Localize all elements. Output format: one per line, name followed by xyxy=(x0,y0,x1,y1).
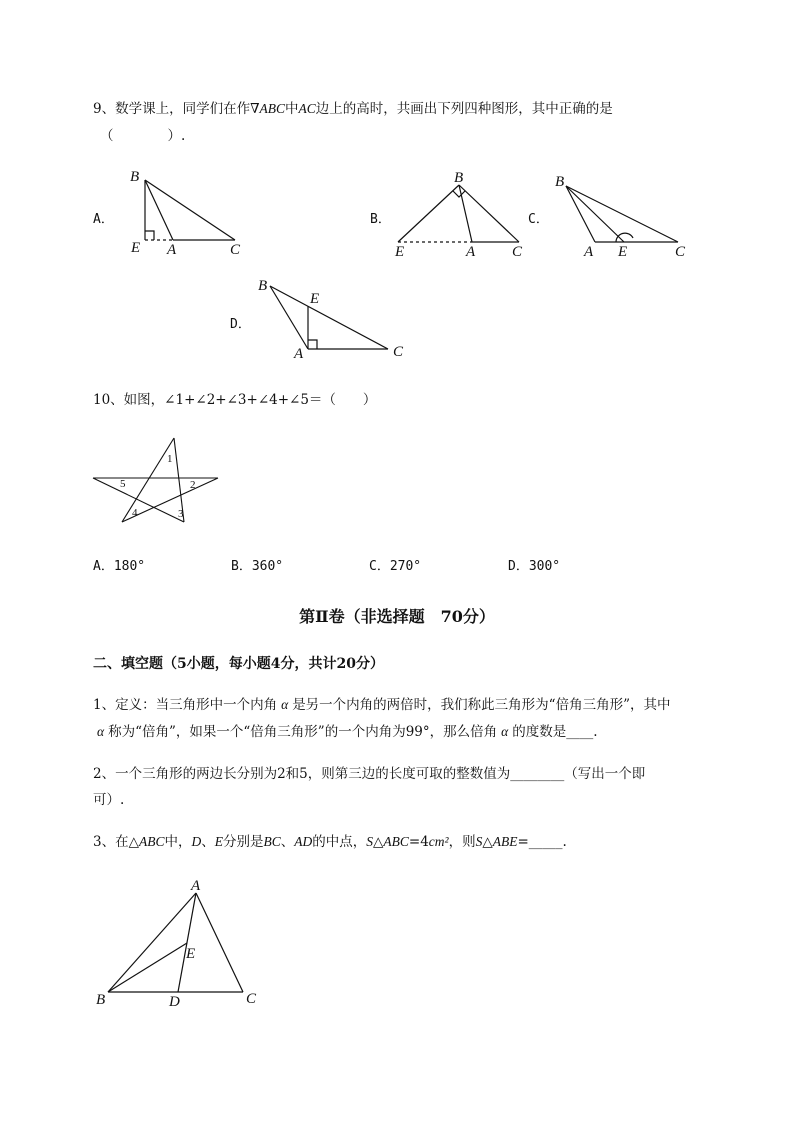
fig-a-label-c: C xyxy=(230,242,241,258)
q9-option-b-label[interactable]: B． xyxy=(370,212,391,227)
fill1-line1: 1、定义：当三角形中一个内角 α 是另一个内角的两倍时，我们称此三角形为“倍角三角形”，其中 xyxy=(93,697,671,713)
q9-blank: （ ）. xyxy=(100,128,186,144)
fig3-label-b: B xyxy=(96,992,106,1008)
fig-b-label-b: B xyxy=(454,170,464,186)
q10-answer-a[interactable]: A．180° xyxy=(93,559,146,574)
fig-d-label-e: E xyxy=(310,291,320,307)
fig-a-label-e: E xyxy=(131,240,141,256)
q10-answer-d[interactable]: D．300° xyxy=(508,559,561,574)
star-angle-2: 2 xyxy=(190,479,196,491)
fig-b-label-e: E xyxy=(395,244,405,260)
fill2-line2: 可）. xyxy=(93,792,125,808)
fig-d-label-a: A xyxy=(294,346,304,362)
fill3-figure xyxy=(108,893,243,992)
fig-b-label-a: A xyxy=(466,244,476,260)
fig3-label-c: C xyxy=(246,991,257,1007)
fig3-label-e: E xyxy=(186,946,196,962)
fig-c-label-b: B xyxy=(555,174,565,190)
q10-question: 10、如图，∠1+∠2+∠3+∠4+∠5＝（ ） xyxy=(93,392,377,408)
star-angle-1: 1 xyxy=(167,453,173,465)
section-2-subtitle: 二、填空题（5小题，每小题4分，共计20分） xyxy=(93,656,384,672)
fill1-line2: α 称为“倍角”，如果一个“倍角三角形”的一个内角为99°，那么倍角 α 的度数是____. xyxy=(97,724,598,740)
q9-option-a-label[interactable]: A． xyxy=(93,212,114,227)
fig-a-label-a: A xyxy=(167,242,177,258)
star-angle-3: 3 xyxy=(178,508,184,520)
fig-a-label-b: B xyxy=(130,169,140,185)
fig-d-label-c: C xyxy=(393,344,404,360)
section-2-title: 第Ⅱ卷（非选择题 70分） xyxy=(299,607,495,626)
fig-d-label-b: B xyxy=(258,278,268,294)
fill2-line1: 2、一个三角形的两边长分别为2和5，则第三边的长度可取的整数值为________（写出一个即 xyxy=(93,766,646,782)
q9-option-d-label[interactable]: D． xyxy=(230,317,251,332)
star-angle-5: 5 xyxy=(120,478,126,490)
star-angle-4: 4 xyxy=(132,507,138,519)
fig-c-label-c: C xyxy=(675,244,686,260)
fig3-label-a: A xyxy=(191,878,201,894)
star-figure xyxy=(93,438,218,522)
q9-option-c-label[interactable]: C． xyxy=(528,212,549,227)
fig-c-label-e: E xyxy=(618,244,628,260)
fill3-line: 3、在△ABC中，D、E分别是BC、AD的中点，S△ABC=4cm²，则S△ABE=_____. xyxy=(93,834,567,850)
q10-answer-c[interactable]: C．270° xyxy=(369,559,422,574)
fig-c-label-a: A xyxy=(584,244,594,260)
fig-b-label-c: C xyxy=(512,244,523,260)
q10-answer-b[interactable]: B．360° xyxy=(231,559,284,574)
q9-line1: 9、数学课上，同学们在作∇ABC中AC边上的高时，共画出下列四种图形，其中正确的是 xyxy=(93,101,613,117)
fig3-label-d: D xyxy=(169,994,180,1010)
